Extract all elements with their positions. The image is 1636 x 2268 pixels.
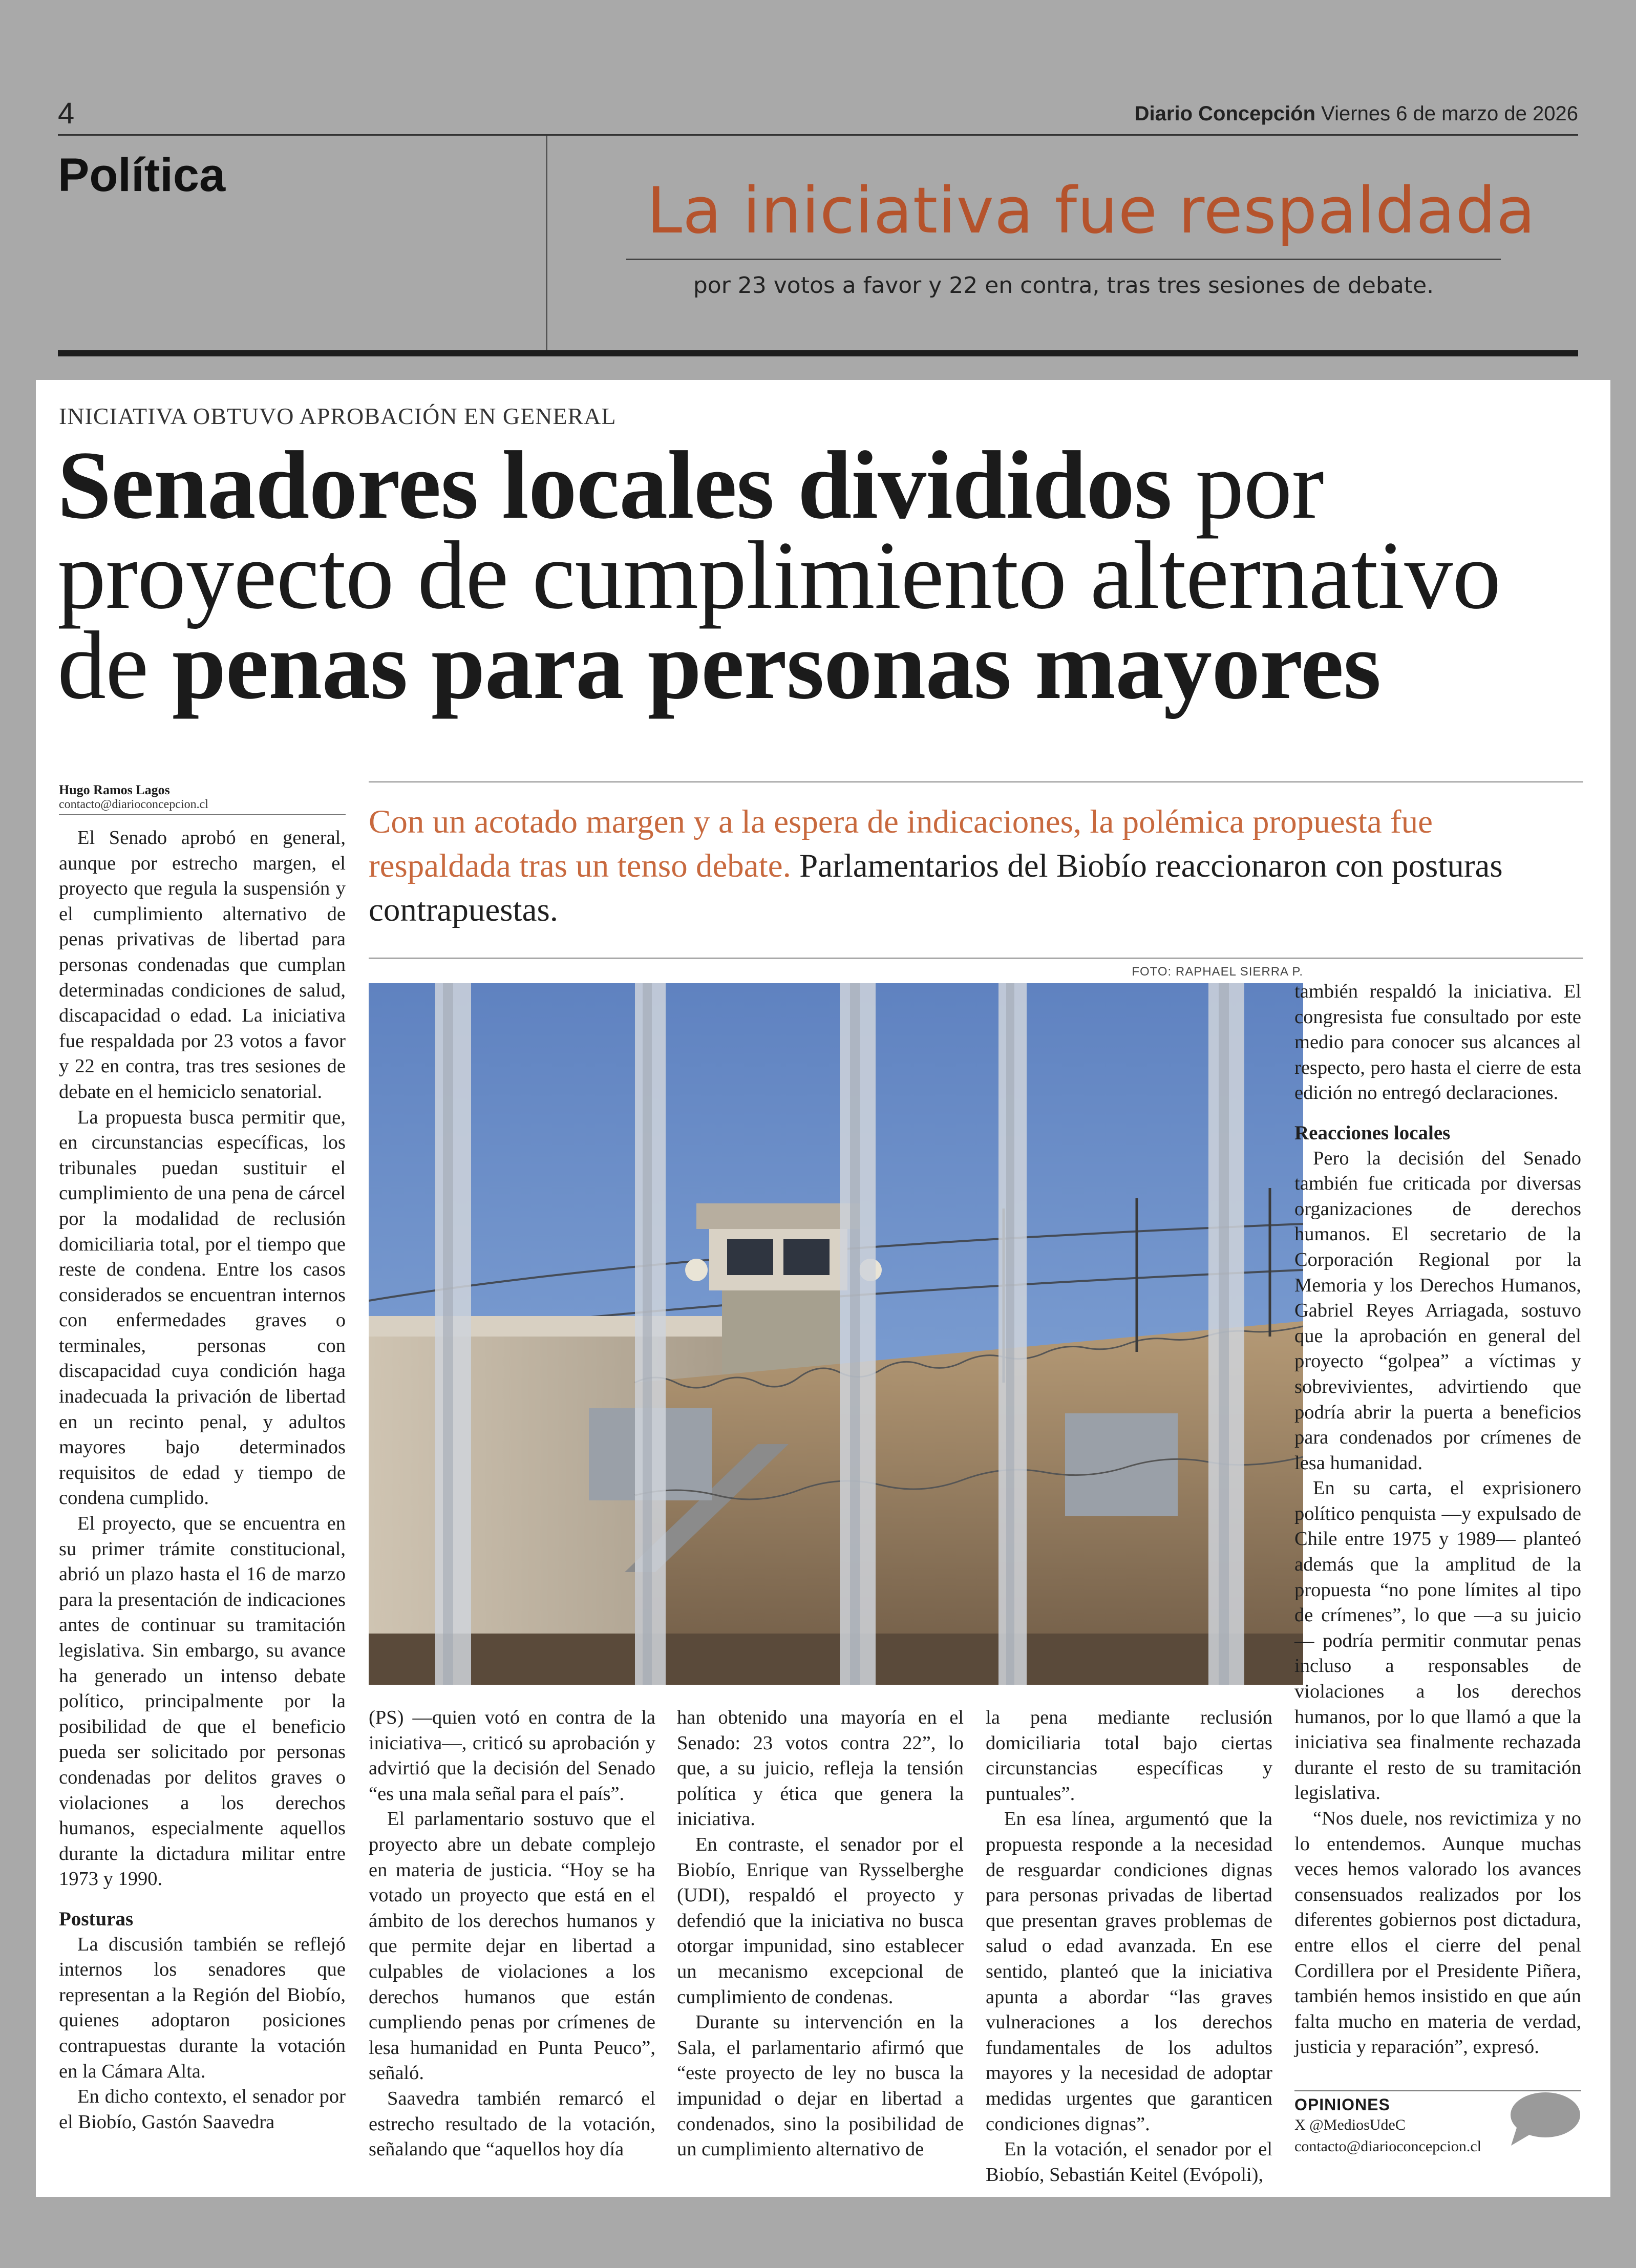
article-overline: INICIATIVA OBTUVO APROBACIÓN EN GENERAL — [59, 403, 617, 429]
opiniones-email[interactable]: contacto@diarioconcepcion.cl — [1294, 2138, 1481, 2155]
paragraph: Saavedra también remarcó el estrecho resultado de la votación, señalando que “aquellos hoy día — [369, 2087, 655, 2160]
paragraph: han obtenido una mayoría en el Senado: 23 votos contra 22”, lo que, a su juicio, refleja la tensión política y ética que genera la iniciativa. — [677, 1707, 964, 1830]
section-title: Política — [58, 149, 226, 201]
paragraph: La propuesta busca permitir que, en circunstancias específicas, los tribunales puedan sustituir el cumplimiento de una pena de cárcel por la modalidad de reclusión domiciliaria total, por el tiempo que reste de condena. Entre los casos considerados se encuentran internos con enfermedades graves o terminales, personas con discapacidad cuya condición haga inadecuada la privación de libertad en un recinto penal, y adultos mayores bajo determinados requisitos de edad y tiempo de condena cumplido. — [59, 1106, 346, 1509]
paragraph: El parlamentario sostuvo que el proyecto abre un debate complejo en materia de justicia. “Hoy se ha votado un proyecto que está en el ámbito de los derechos humanos y que permite dejar en libertad a culpables de violaciones a los derechos humanos que están cumpliendo penas por crímenes de lesa humanidad en Punta Peuco”, señaló. — [369, 1808, 655, 2084]
header-rule — [58, 134, 1578, 136]
author-name: Hugo Ramos Lagos — [59, 782, 170, 797]
author-email: contacto@diarioconcepcion.cl — [59, 798, 208, 811]
deck-accent: Con un acotado margen y a la espera de indicaciones, la polémica propuesta fue respaldada tras un tenso debate. — [369, 803, 1433, 884]
byline — [59, 782, 346, 811]
paragraph: (PS) —quien votó en contra de la iniciativa—, criticó su aprobación y advirtió que la decisión del Senado “es una mala señal para el país”. — [369, 1707, 655, 1805]
photo-credit: FOTO: RAPHAEL SIERRA P. — [1132, 965, 1303, 979]
headline-line2: proyecto de cumplimiento alternativo — [57, 522, 1501, 629]
headline-line3-bold: penas para personas mayores — [172, 612, 1381, 719]
kicker-rule — [626, 259, 1501, 260]
opiniones-label: OPINIONES — [1294, 2095, 1390, 2114]
article-column-2 — [369, 1705, 655, 2163]
subhead-posturas: Posturas — [59, 1907, 134, 1930]
subhead-reacciones: Reacciones locales — [1294, 1121, 1451, 1144]
paragraph: En la votación, el senador por el Biobío, Sebastián Keitel (Evópoli), — [986, 2138, 1272, 2186]
header-divider — [546, 136, 547, 351]
paragraph: En esa línea, argumentó que la propuesta responde a la necesidad de resguardar condiciones dignas para personas privadas de libertad que presentan graves problemas de salud o edad avanzada. En ese sentido, planteó que la iniciativa apunta a abordar “las graves vulneraciones a los derechos fundamentales de los adultos mayores y la necesidad de adoptar medidas urgentes que garanticen condiciones dignas”. — [986, 1808, 1272, 2135]
byline-rule — [59, 814, 346, 815]
paragraph: Pero la decisión del Senado también fue criticada por diversas organizaciones de derechos humanos. El secretario de la Corporación Regional por la Memoria y los Derechos Humanos, Gabriel Reyes Arriagada, sostuvo que la aprobación en general del proyecto “golpea” a víctimas y sobrevivientes, advirtiendo que podría abrir la puerta a beneficios para condenados por crímenes de lesa humanidad. — [1294, 1147, 1581, 1474]
deck-rest: Parlamentarios del Biobío reaccionaron con posturas contrapuestas. — [369, 847, 1503, 928]
headline-line1-regular: por — [1172, 432, 1324, 539]
paragraph: Durante su intervención en la Sala, el parlamentario afirmó que “este proyecto de ley no busca la impunidad o dejar en libertad a condenados, sino la posibilidad de un cumplimiento alternativo de — [677, 2011, 964, 2160]
article-column-4 — [986, 1705, 1272, 2188]
paragraph: En contraste, el senador por el Biobío, Enrique van Rysselberghe (UDI), respaldó el proyecto y defendió que la iniciativa no busca otorgar impunidad, sino establecer un mecanismo excepcional de cumplimiento de condenas. — [677, 1833, 964, 2008]
article-headline — [57, 432, 1588, 719]
paragraph: la pena mediante reclusión domiciliaria total bajo ciertas circunstancias específicas y puntuales”. — [986, 1707, 1272, 1805]
article-sheet — [36, 380, 1610, 2197]
page-number: 4 — [58, 97, 75, 130]
deck-rule-top — [369, 781, 1583, 782]
speech-bubble-icon — [1507, 2090, 1581, 2149]
kicker-subtitle: por 23 votos a favor y 22 en contra, tras tres sesiones de debate. — [693, 272, 1434, 299]
paragraph: El Senado aprobó en general, aunque por estrecho margen, el proyecto que regula la suspensión y el cumplimiento alternativo de penas privativas de libertad para personas condenadas que cumplan determinadas condiciones de salud, discapacidad o edad. La iniciativa fue respaldada por 23 votos a favor y 22 en contra, tras tres sesiones de debate en el hemiciclo senatorial. — [59, 827, 346, 1103]
paragraph: En dicho contexto, el senador por el Biobío, Gastón Saavedra — [59, 2086, 346, 2133]
deck-rule-bottom — [369, 958, 1583, 959]
opiniones-social[interactable]: X @MediosUdeC — [1294, 2116, 1406, 2133]
article-column-5 — [1294, 979, 1581, 2060]
headline-line3-regular: de — [57, 612, 172, 719]
kicker-title: La iniciativa fue respaldada — [647, 174, 1536, 248]
paragraph: La discusión también se reflejó internos los senadores que representan a la Región del Biobío, quienes adoptaron posiciones contrapuestas durante la votación en la Cámara Alta. — [59, 1933, 346, 2082]
paragraph: El proyecto, que se encuentra en su primer trámite constitucional, abrió un plazo hasta el 16 de marzo para la presentación de indicaciones antes de continuar su tramitación legislativa. Sin embargo, su avance ha generado un intenso debate político, principalmente por la posibilidad de que el beneficio pueda ser solicitado por personas condenadas por delitos graves o violaciones a los derechos humanos, especialmente aquellos durante la dictadura militar entre 1973 y 1990. — [59, 1513, 346, 1890]
header-thick-rule — [58, 350, 1578, 356]
page-header — [58, 0, 1578, 358]
edition-date: Viernes 6 de marzo de 2026 — [1321, 102, 1578, 125]
article-column-1 — [59, 825, 346, 2135]
prison-watchtower-photo — [369, 983, 1303, 1685]
paragraph: “Nos duele, nos revictimiza y no lo entendemos. Aunque muchas veces hemos valorado los avances consensuados realizados por los diferentes gobiernos post dictadura, entre ellos el cierre del penal Cordillera por el Presidente Piñera, también hemos insistido en que aún falta mucho en materia de verdad, justicia y reparación”, expresó. — [1294, 1808, 1581, 2058]
paragraph: En su carta, el exprisionero político penquista —y expulsado de Chile entre 1975 y 1989— planteó además que la amplitud de la propuesta “no pone límites al tipo de crímenes”, lo que —a su juicio— podría permitir conmutar penas incluso a responsables de violaciones a los derechos humanos, por lo que llamó a que la iniciativa sea finalmente rechazada durante el resto de su tramitación legislativa. — [1294, 1477, 1581, 1804]
paragraph: también respaldó la iniciativa. El congresista fue consultado por este medio para conocer sus alcances al respecto, pero hasta el cierre de esta edición no entregó declaraciones. — [1294, 981, 1581, 1104]
article-column-3 — [677, 1705, 964, 2163]
article-deck — [369, 800, 1583, 932]
masthead — [1135, 102, 1578, 125]
newspaper-name: Diario Concepción — [1134, 102, 1316, 125]
headline-line1-bold: Senadores locales divididos — [57, 432, 1172, 539]
